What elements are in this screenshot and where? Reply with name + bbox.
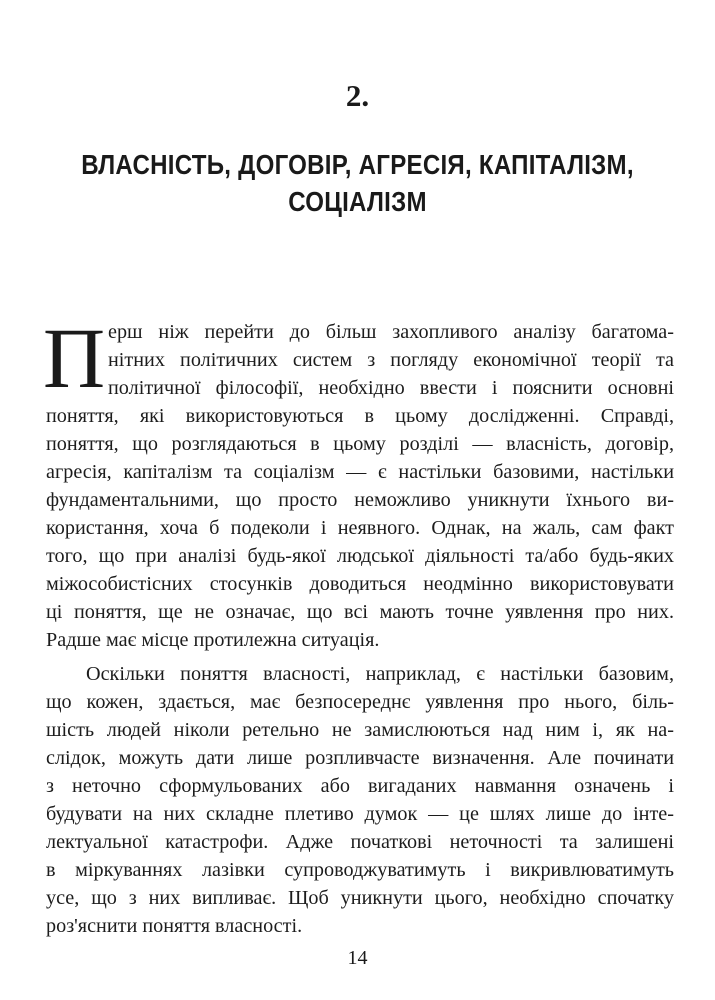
text-line: роз'яснити поняття власності. (46, 915, 303, 937)
text-line: користання, хоча б подеколи і неявного. Однак, на жаль, сам факт (46, 517, 674, 539)
text-line: фундаментальними, що просто неможливо уникнути їхнього ви- (46, 489, 674, 511)
text-line: політичної філософії, необхідно ввести і пояснити основні (108, 377, 674, 399)
text-line: того, що при аналізі будь-якої людської діяльності та/або будь-яких (46, 545, 674, 567)
text-line: поняття, які використовуються в цьому дослідженні. Справді, (46, 405, 674, 427)
chapter-number: 2. (345, 78, 370, 113)
text-line: слідок, можуть дати лише розпливчасте визначення. Але починати (46, 747, 674, 769)
text-line: з неточно сформульованих або вигаданих навмання означень і (46, 775, 674, 797)
text-line: нітних політичних систем з погляду економічної теорії та (108, 349, 674, 371)
text-line: усе, що з них випливає. Щоб уникнути цього, необхідно спочатку (46, 887, 674, 909)
text-line: що кожен, здається, має безпосереднє уявлення про нього, біль- (46, 691, 674, 713)
chapter-title (50, 146, 665, 220)
text-line: ерш ніж перейти до більш захопливого аналізу багатома- (108, 321, 674, 343)
text-line: поняття, що розглядаються в цьому розділі — власність, договір, (46, 433, 674, 455)
text-line: Радше має місце протилежна ситуація. (46, 629, 380, 651)
page-number: 14 (347, 947, 368, 969)
text-line: лектуальної катастрофи. Адже початкові неточності та залишені (46, 831, 674, 853)
text-line: в міркуваннях лазівки супроводжуватимуть і викривлюватимуть (46, 859, 674, 881)
text-line: ці поняття, ще не означає, що всі мають точне уявлення про них. (46, 601, 674, 623)
text-line: будувати на них складне плетиво думок — це шлях лише до інте- (46, 803, 674, 825)
text-line: шість людей ніколи ретельно не замислюються над ним і, як на- (46, 719, 674, 741)
chapter-title-line: ВЛАСНІСТЬ, ДОГОВІР, АГРЕСІЯ, КАПІТАЛІЗМ, (81, 149, 634, 180)
text-line: агресія, капіталізм та соціалізм — є настільки базовими, настільки (46, 461, 674, 483)
drop-cap: П (43, 310, 106, 406)
chapter-title-line: СОЦІАЛІЗМ (288, 186, 427, 217)
text-line: міжособистісних стосунків доводиться неодмінно використовувати (46, 573, 674, 595)
text-line: Оскільки поняття власності, наприклад, є настільки базовим, (86, 663, 674, 685)
